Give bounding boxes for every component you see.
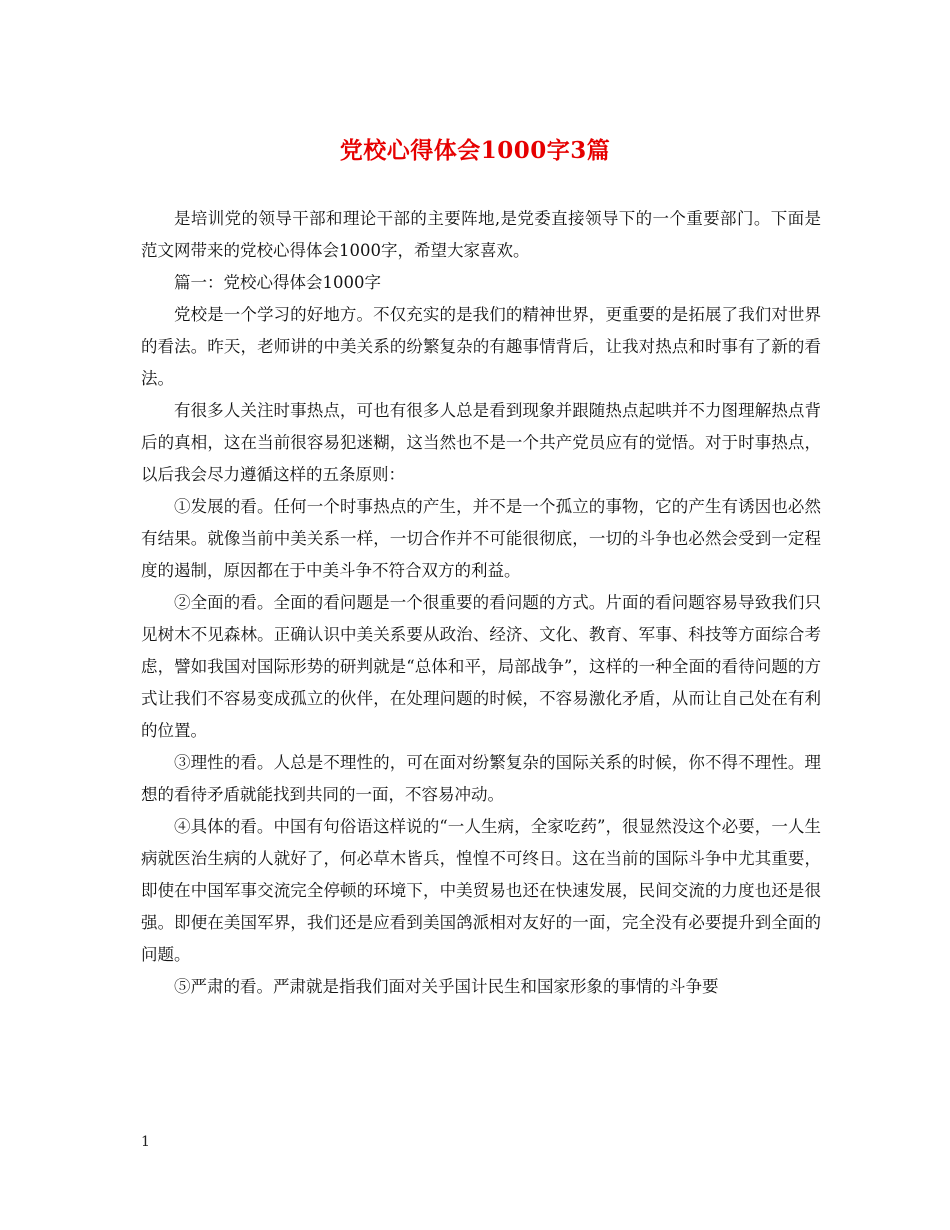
- page-number: 1: [141, 1134, 150, 1150]
- paragraph-principle-1: ①发展的看。任何一个时事热点的产生，并不是一个孤立的事物，它的产生有诱因也必然有结果。就像当前中美关系一样，一切合作并不可能很彻底，一切的斗争也必然会受到一定程度的遏制，原因都在于中美斗争不符合双方的利益。: [141, 497, 821, 580]
- document-body: [141, 203, 821, 1003]
- paragraph-principle-4: ④具体的看。中国有句俗语这样说的“一人生病，全家吃药”，很显然没这个必要，一人生病就医治生病的人就好了，何必草木皆兵，惶惶不可终日。这在当前的国际斗争中尤其重要，即使在中国军事交流完全停顿的环境下，中美贸易也还在快速发展，民间交流的力度也还是很强。即便在美国军界，我们还是应看到美国鸽派相对友好的一面，完全没有必要提升到全面的问题。: [141, 817, 821, 964]
- document-title: 党校心得体会1000字3篇: [339, 137, 611, 164]
- paragraph: 有很多人关注时事热点，可也有很多人总是看到现象并跟随热点起哄并不力图理解热点背后的真相，这在当前很容易犯迷糊，这当然也不是一个共产党员应有的觉悟。对于时事热点，以后我会尽力遵循这样的五条原则：: [141, 401, 821, 484]
- paragraph-principle-5: ⑤严肃的看。严肃就是指我们面对关乎国计民生和国家形象的事情的斗争要: [174, 977, 719, 996]
- paragraph-principle-3: ③理性的看。人总是不理性的，可在面对纷繁复杂的国际关系的时候，你不得不理性。理想的看待矛盾就能找到共同的一面，不容易冲动。: [141, 753, 821, 804]
- paragraph-principle-2: ②全面的看。全面的看问题是一个很重要的看问题的方式。片面的看问题容易导致我们只见树木不见森林。正确认识中美关系要从政治、经济、文化、教育、军事、科技等方面综合考虑，譬如我国对国际形势的研判就是“总体和平，局部战争”，这样的一种全面的看待问题的方式让我们不容易变成孤立的伙伴，在处理问题的时候，不容易激化矛盾，从而让自己处在有利的位置。: [141, 593, 821, 740]
- paragraph: 党校是一个学习的好地方。不仅充实的是我们的精神世界，更重要的是拓展了我们对世界的看法。昨天，老师讲的中美关系的纷繁复杂的有趣事情背后，让我对热点和时事有了新的看法。: [141, 305, 821, 388]
- paragraph-intro: 是培训党的领导干部和理论干部的主要阵地,是党委直接领导下的一个重要部门。下面是范文网带来的党校心得体会1000字，希望大家喜欢。: [141, 209, 821, 260]
- section-heading: 篇一：党校心得体会1000字: [174, 273, 381, 292]
